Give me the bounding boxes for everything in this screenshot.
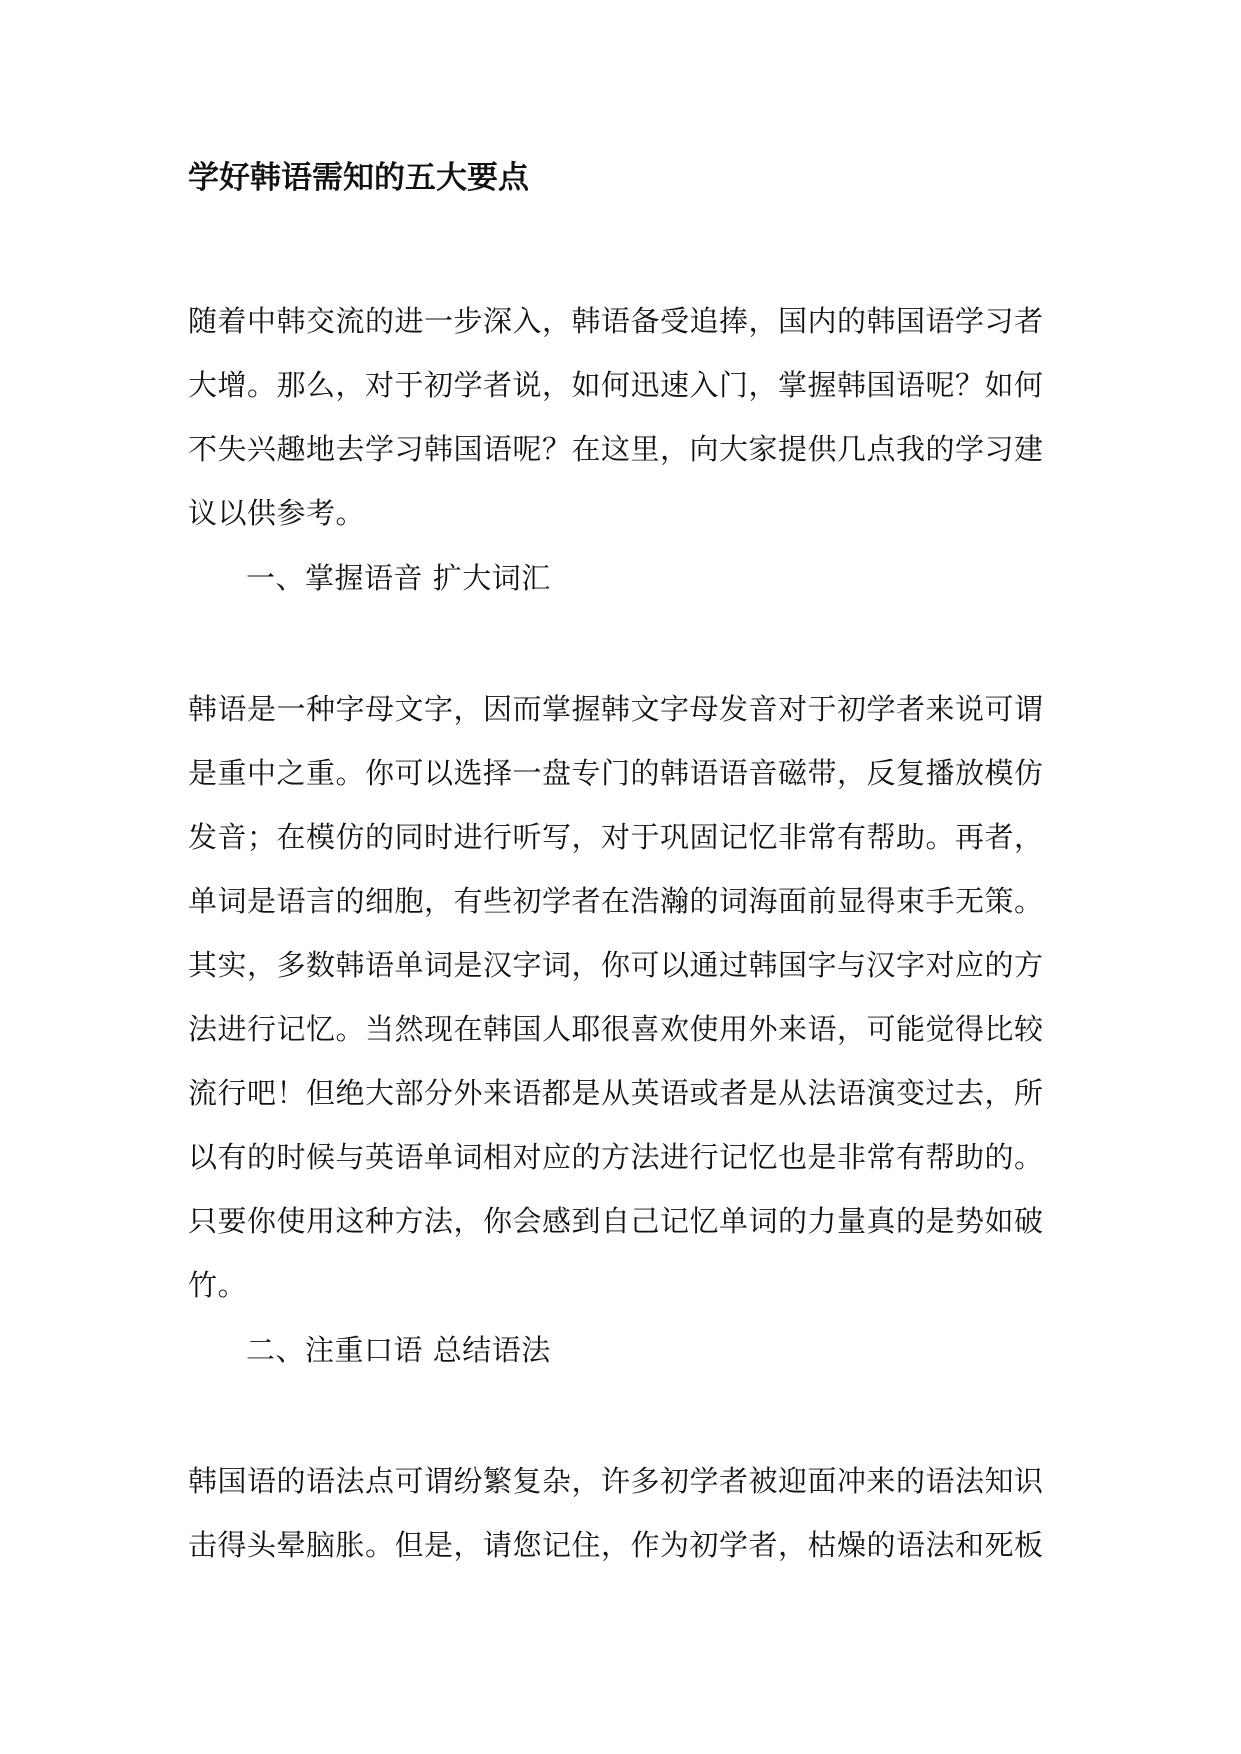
section-1-paragraph — [188, 677, 1068, 1317]
section-2-paragraph — [188, 1449, 1068, 1577]
intro-paragraph — [188, 289, 1068, 545]
paragraph-line: 不失兴趣地去学习韩国语呢？在这里，向大家提供几点我的学习建 — [188, 432, 1044, 466]
paragraph-line: 法进行记忆。当然现在韩国人耶很喜欢使用外来语，可能觉得比较 — [188, 1012, 1044, 1046]
section-heading-1: 一、掌握语音 扩大词汇 — [246, 561, 551, 595]
paragraph-line: 其实，多数韩语单词是汉字词，你可以通过韩国字与汉字对应的方 — [188, 948, 1044, 982]
paragraph-line: 大增。那么，对于初学者说，如何迅速入门，掌握韩国语呢？如何 — [188, 368, 1044, 402]
paragraph-line: 只要你使用这种方法，你会感到自己记忆单词的力量真的是势如破 — [188, 1204, 1044, 1238]
paragraph-line: 随着中韩交流的进一步深入，韩语备受追捧，国内的韩国语学习者 — [188, 304, 1044, 338]
paragraph-line: 议以供参考。 — [188, 496, 366, 530]
section-heading-2: 二、注重口语 总结语法 — [246, 1333, 551, 1367]
document-title: 学好韩语需知的五大要点 — [188, 160, 529, 196]
paragraph-line: 击得头晕脑胀。但是，请您记住，作为初学者，枯燥的语法和死板 — [188, 1528, 1044, 1562]
paragraph-line: 韩语是一种字母文字，因而掌握韩文字母发音对于初学者来说可谓 — [188, 692, 1044, 726]
paragraph-line: 是重中之重。你可以选择一盘专门的韩语语音磁带，反复播放模仿 — [188, 756, 1044, 790]
paragraph-line: 单词是语言的细胞，有些初学者在浩瀚的词海面前显得束手无策。 — [188, 884, 1044, 918]
paragraph-line: 以有的时候与英语单词相对应的方法进行记忆也是非常有帮助的。 — [188, 1140, 1044, 1174]
paragraph-line: 韩国语的语法点可谓纷繁复杂，许多初学者被迎面冲来的语法知识 — [188, 1464, 1044, 1498]
paragraph-line: 发音；在模仿的同时进行听写，对于巩固记忆非常有帮助。再者， — [188, 820, 1044, 854]
paragraph-line: 竹。 — [188, 1268, 248, 1302]
paragraph-line: 流行吧！但绝大部分外来语都是从英语或者是从法语演变过去，所 — [188, 1076, 1044, 1110]
